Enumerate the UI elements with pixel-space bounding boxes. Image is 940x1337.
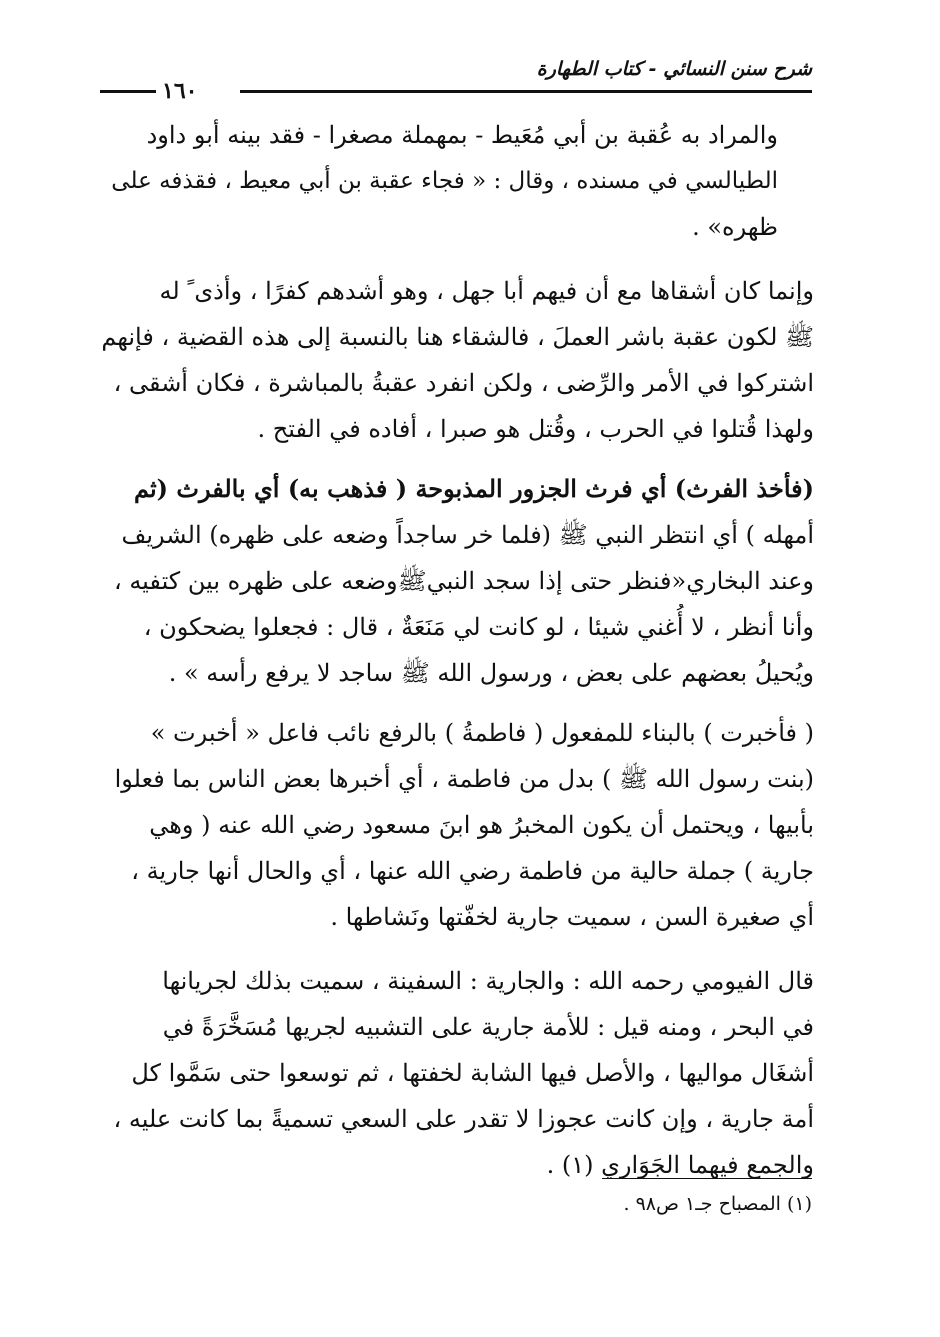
text-line: وإنما كان أشقاها مع أن فيهم أبا جهل ، وهو أشدهم كفرًا ، وأذى ً له	[159, 277, 814, 305]
text-line: ( فأخبرت ) بالبناء للمفعول ( فاطمةُ ) بالرفع نائب فاعل « أخبرت »	[150, 719, 814, 747]
text-line: اشتركوا في الأمر والرِّضى ، ولكن انفرد عقبةُ بالمباشرة ، فكان أشقى ،	[113, 369, 814, 397]
text-line: جارية ) جملة حالية من فاطمة رضي الله عنها ، أي والحال أنها جارية ،	[131, 857, 814, 885]
text-line: وعند البخاري«فنظر حتى إذا سجد النبيﷺوضعه على ظهره بين كتفيه ،	[113, 567, 814, 595]
text-line: والجمع فيهما الجَوَاري (١) .	[546, 1151, 814, 1179]
text-line: ويُحيلُ بعضهم على بعض ، ورسول الله ﷺ ساجد لا يرفع رأسه » .	[168, 659, 814, 687]
text-line: ظهره» .	[692, 213, 778, 241]
text-line: والمراد به عُقبة بن أبي مُعَيط - بمهملة مصغرا - فقد بينه أبو داود	[146, 121, 778, 149]
text-line: ولهذا قُتلوا في الحرب ، وقُتل هو صبرا ، أفاده في الفتح .	[257, 415, 814, 443]
text-line: في البحر ، ومنه قيل : للأمة جارية على التشبيه لجريها مُسَخَّرَةً في	[162, 1013, 814, 1041]
footnote: (١) المصباح جـ١ ص٩٨ .	[623, 1193, 812, 1215]
main-text	[100, 112, 814, 1188]
running-title: شرح سنن النسائي - كتاب الطهارة	[536, 58, 812, 80]
text-line: أشغَال مواليها ، والأصل فيها الشابة لخفتها ، ثم توسعوا حتى سَمَّوا كل	[131, 1059, 814, 1087]
page-number: ١٦٠	[156, 78, 203, 104]
text-line: أمهله ) أي انتظر النبي ﷺ (فلما خر ساجداً وضعه على ظهره) الشريف	[121, 521, 814, 549]
text-line: (بنت رسول الله ﷺ ) بدل من فاطمة ، أي أخبرها بعض الناس بما فعلوا	[114, 765, 814, 793]
paragraph	[100, 710, 814, 940]
text-line: وأنا أنظر ، لا أُغني شيئا ، لو كانت لي مَنَعَةٌ ، قال : فجعلوا يضحكون ،	[143, 613, 814, 641]
paragraph	[100, 112, 814, 250]
text-line: بأبيها ، ويحتمل أن يكون المخبرُ هو ابنَ مسعود رضي الله عنه ( وهي	[149, 811, 814, 839]
page-header	[100, 56, 812, 106]
paragraph	[100, 466, 814, 696]
text-line: الطيالسي في مسنده ، وقال : « فجاء عقبة بن أبي معيط ، فقذفه على	[111, 168, 778, 194]
text-line: قال الفيومي رحمه الله : والجارية : السفينة ، سميت بذلك لجريانها	[162, 967, 814, 995]
paragraph	[100, 958, 814, 1188]
text-line: أي صغيرة السن ، سميت جارية لخفّتها ونَشاطها .	[330, 903, 814, 931]
text-line: (فأخذ الفرث) أي فرث الجزور المذبوحة ( فذهب به) أي بالفرث (ثم	[134, 474, 814, 503]
paragraph	[100, 268, 814, 452]
footnote-rule	[602, 1178, 812, 1179]
text-line: أمة جارية ، وإن كانت عجوزا لا تقدر على السعي تسميةً بما كانت عليه ،	[113, 1105, 814, 1133]
text-line: ﷺ لكون عقبة باشر العملَ ، فالشقاء هنا بالنسبة إلى هذه القضية ، فإنهم	[101, 323, 814, 351]
